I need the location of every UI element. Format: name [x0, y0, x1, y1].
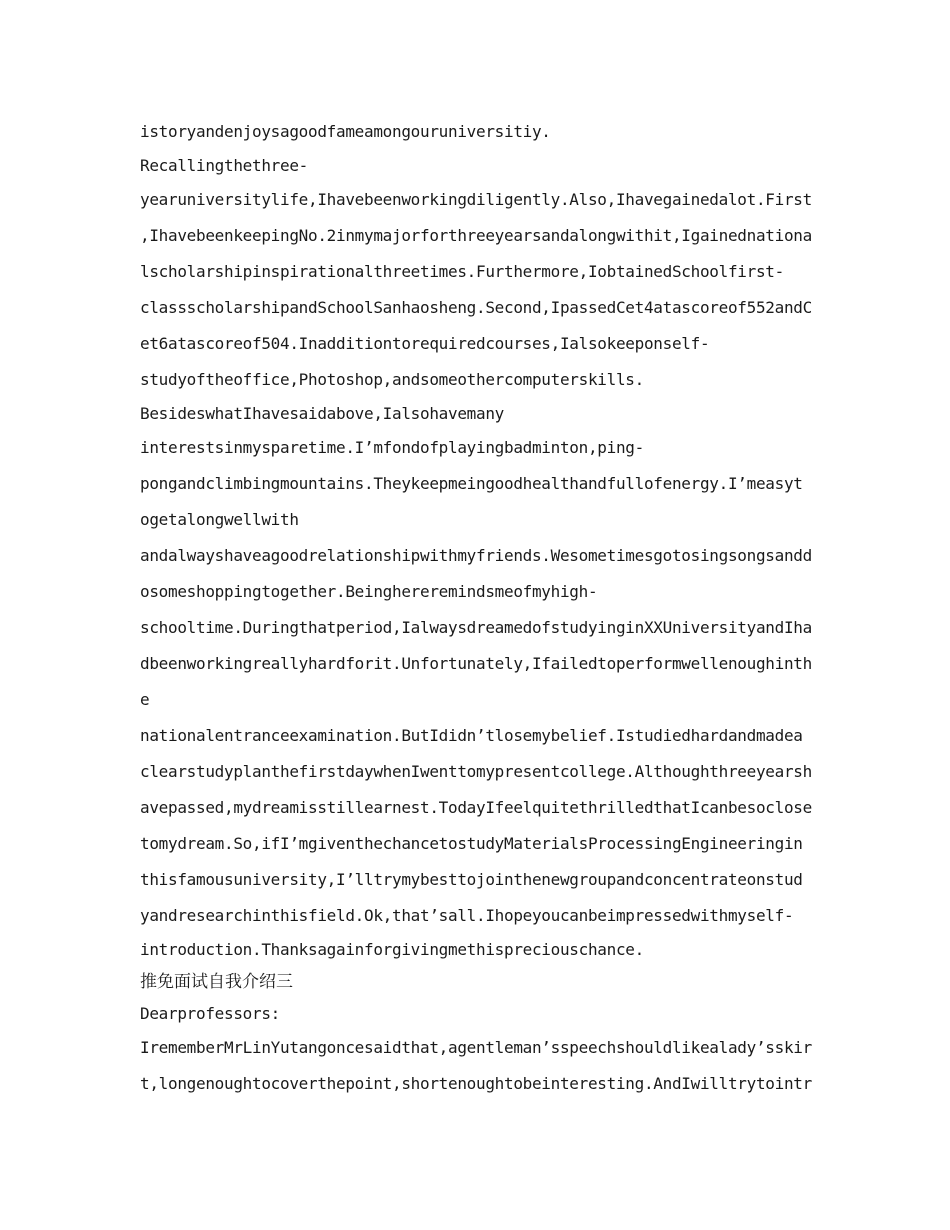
text-line: et6atascoreof504.Inadditiontorequiredcourses,Ialsokeeponself-	[140, 334, 710, 353]
salutation: Dearprofessors:	[140, 1004, 280, 1023]
text-line: tomydream.So,ifI’mgiventhechancetostudyMaterialsProcessingEngineeringin	[140, 834, 803, 853]
text-line: osomeshoppingtogether.Beinghereremindsmeofmyhigh-	[140, 582, 598, 601]
body-text	[140, 114, 820, 1102]
text-line: istoryandenjoysagoodfameamongouruniversitiy.	[140, 122, 551, 141]
text-line: andalwayshaveagoodrelationshipwithmyfriends.Wesometimesgotosingsongsandd	[140, 546, 812, 565]
text-line: IrememberMrLinYutangoncesaidthat,agentleman’sspeechshouldlikealady’sskir	[140, 1038, 812, 1057]
text-line: lscholarshipinspirationalthreetimes.Furthermore,IobtainedSchoolfirst-	[140, 262, 784, 281]
text-line: studyoftheoffice,Photoshop,andsomeothercomputerskills.	[140, 370, 644, 389]
text-line: interestsinmysparetime.I’mfondofplayingbadminton,ping-	[140, 438, 644, 457]
text-line: schooltime.Duringthatperiod,IalwaysdreamedofstudyinginXXUniversityandIha	[140, 618, 812, 637]
text-line: ,IhavebeenkeepingNo.2inmymajorforthreeyearsandalongwithit,Igainednationa	[140, 226, 812, 245]
text-line: yandresearchinthisfield.Ok,that’sall.Ihopeyoucanbeimpressedwithmyself-	[140, 906, 794, 925]
text-line: introduction.Thanksagainforgivingmethispreciouschance.	[140, 940, 644, 959]
text-line: nationalentranceexamination.ButIdidn’tlosemybelief.Istudiedhardandmadea	[140, 726, 803, 745]
text-line: thisfamousuniversity,I’lltrymybesttojointhenewgroupandconcentrateonstud	[140, 870, 803, 889]
text-line: dbeenworkingreallyhardforit.Unfortunately,Ifailedtoperformwellenoughinth	[140, 654, 812, 673]
text-line: t,longenoughtocoverthepoint,shortenoughtobeinteresting.AndIwilltrytointr	[140, 1074, 812, 1093]
text-line: clearstudyplanthefirstdaywhenIwenttomypresentcollege.Althoughthreeyearsh	[140, 762, 812, 781]
text-line: yearuniversitylife,Ihavebeenworkingdiligently.Also,Ihavegainedalot.First	[140, 190, 812, 209]
text-line: ogetalongwellwith	[140, 510, 299, 529]
text-line: classscholarshipandSchoolSanhaosheng.Second,IpassedCet4atascoreof552andC	[140, 298, 812, 317]
text-line: e	[140, 690, 150, 709]
text-line: Recallingthethree-	[140, 156, 308, 175]
section-heading: 推免面试自我介绍三	[140, 972, 293, 992]
text-line: avepassed,mydreamisstillearnest.TodayIfeelquitethrilledthatIcanbesoclose	[140, 798, 812, 817]
text-line: pongandclimbingmountains.Theykeepmeingoodhealthandfullofenergy.I’measyt	[140, 474, 803, 493]
text-line: BesideswhatIhavesaidabove,Ialsohavemany	[140, 404, 504, 423]
